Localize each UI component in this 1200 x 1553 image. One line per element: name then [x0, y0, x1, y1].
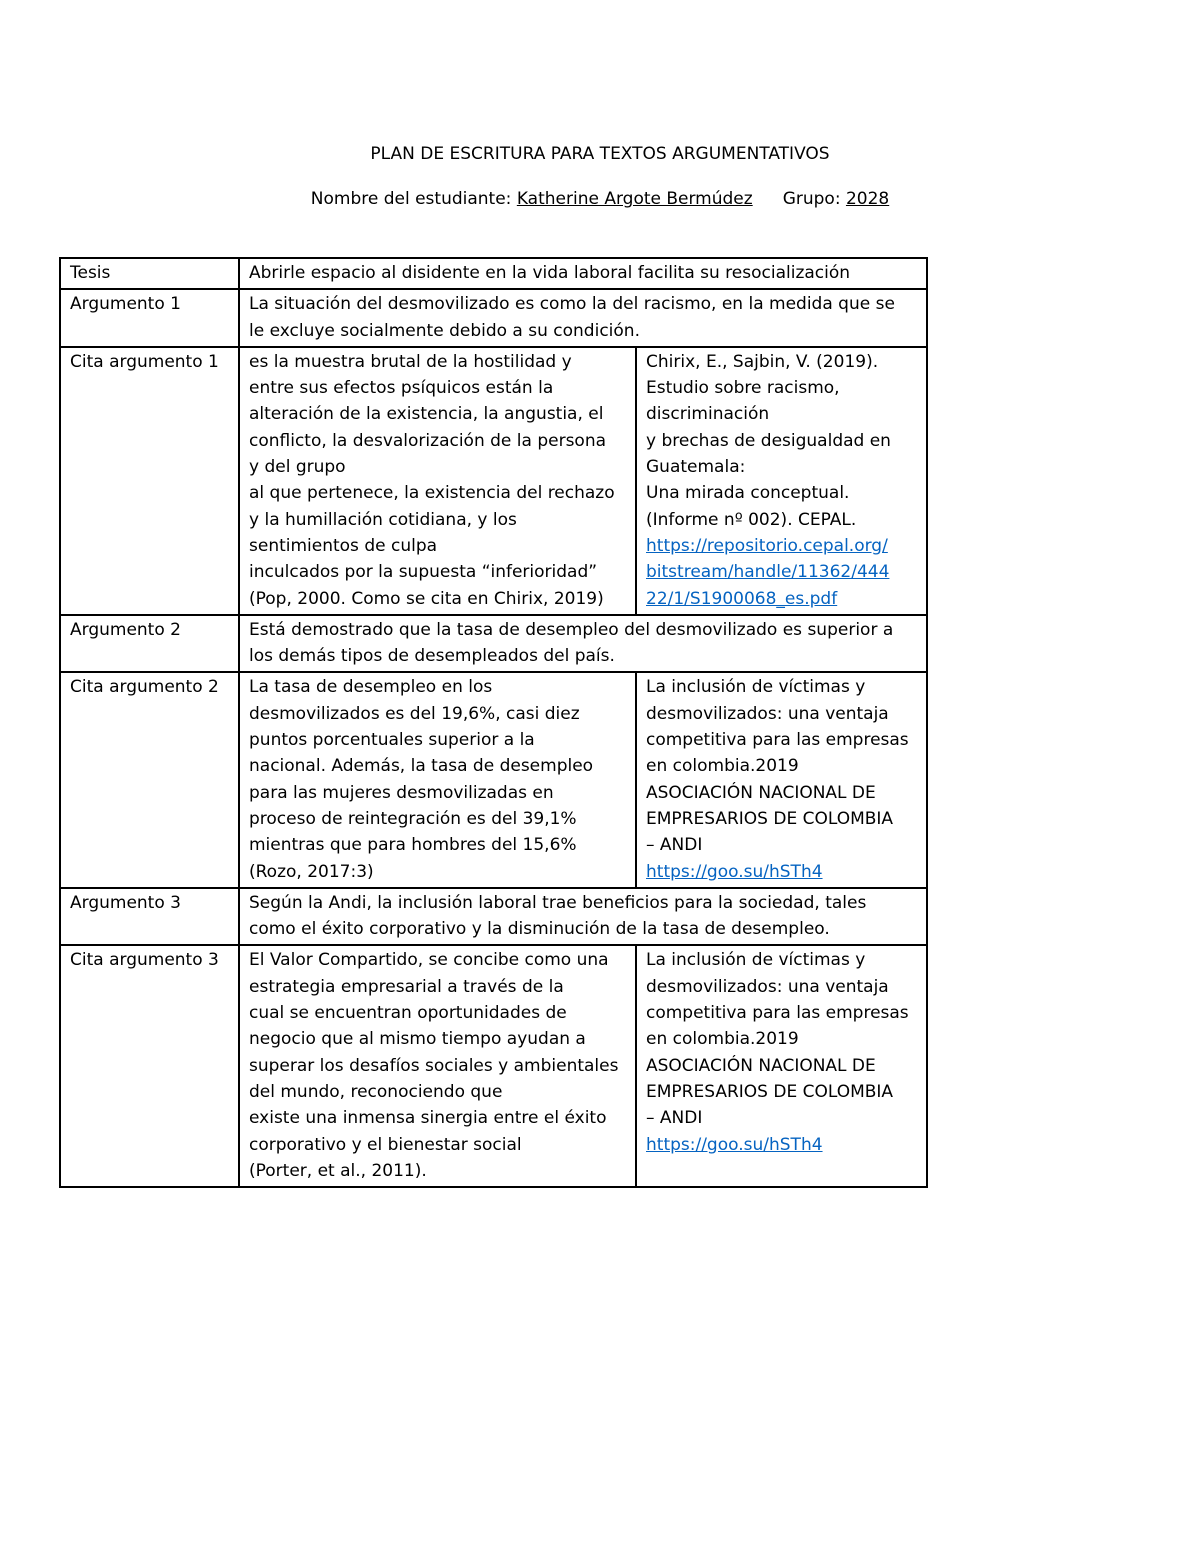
source-line: La inclusión de víctimas y — [646, 950, 866, 971]
quote-line: (Pop, 2000. Como se cita en Chirix, 2019) — [249, 588, 604, 609]
argumento-2-text — [239, 615, 927, 673]
group-value: 2028 — [845, 189, 890, 209]
quote-line: El Valor Compartido, se concibe como una — [249, 950, 609, 971]
source-line: Estudio sobre racismo, — [646, 378, 840, 399]
link-line[interactable]: bitstream/handle/11362/444 — [646, 562, 890, 583]
cita-1-source — [636, 347, 927, 615]
quote-line: alteración de la existencia, la angustia, el — [249, 404, 604, 425]
argumento-1-text — [239, 289, 927, 347]
document-title: PLAN DE ESCRITURA PARA TEXTOS ARGUMENTATIVOS — [370, 144, 830, 164]
source-line: – ANDI — [646, 1108, 703, 1129]
source-line: ASOCIACIÓN NACIONAL DE — [646, 782, 876, 803]
cepal-link[interactable] — [646, 533, 920, 612]
source-line: La inclusión de víctimas y — [646, 677, 866, 698]
row-label-cita-2: Cita argumento 2 — [60, 672, 239, 887]
table-row-tesis — [60, 258, 927, 289]
source-line: ASOCIACIÓN NACIONAL DE — [646, 1055, 876, 1076]
student-label: Nombre del estudiante: — [310, 189, 512, 209]
quote-line: corporativo y el bienestar social — [249, 1134, 522, 1155]
table-row-cita-3 — [60, 945, 927, 1187]
row-label-argumento-2: Argumento 2 — [60, 615, 239, 673]
cita-3-quote — [239, 945, 636, 1187]
table-row-cita-2 — [60, 672, 927, 887]
andi-link[interactable]: https://goo.su/hSTh4 — [646, 861, 823, 882]
source-line: desmovilizados: una ventaja — [646, 703, 889, 724]
link-line[interactable]: https://repositorio.cepal.org/ — [646, 535, 888, 556]
quote-line: mientras que para hombres del 15,6% — [249, 835, 577, 856]
quote-line: estrategia empresarial a través de la — [249, 976, 564, 997]
quote-line: (Porter, et al., 2011). — [249, 1160, 427, 1181]
argumento-2-line: Está demostrado que la tasa de desempleo del desmovilizado es superior a — [249, 619, 894, 640]
source-line: Guatemala: — [646, 457, 746, 478]
row-label-cita-1: Cita argumento 1 — [60, 347, 239, 615]
quote-line: y la humillación cotidiana, y los — [249, 509, 517, 530]
row-label-argumento-1: Argumento 1 — [60, 289, 239, 347]
quote-line: La tasa de desempleo en los — [249, 677, 493, 698]
source-line: Chirix, E., Sajbin, V. (2019). — [646, 351, 879, 372]
quote-line: del mundo, reconociendo que — [249, 1081, 503, 1102]
argumento-3-line: Según la Andi, la inclusión laboral trae beneficios para la sociedad, tales — [249, 892, 867, 913]
quote-line: es la muestra brutal de la hostilidad y — [249, 351, 572, 372]
quote-line: conflicto, la desvalorización de la persona — [249, 430, 607, 451]
row-label-tesis: Tesis — [60, 258, 239, 289]
source-line: y brechas de desigualdad en — [646, 430, 891, 451]
argumento-1-line: le excluye socialmente debido a su condición. — [249, 320, 640, 341]
tesis-line: Abrirle espacio al disidente en la vida laboral facilita su resocialización — [249, 263, 851, 283]
cita-1-quote — [239, 347, 636, 615]
link-line[interactable]: 22/1/S1900068_es.pdf — [646, 588, 838, 609]
quote-line: superar los desafíos sociales y ambientales — [249, 1055, 619, 1076]
source-line: – ANDI — [646, 835, 703, 856]
source-line: discriminación — [646, 404, 770, 425]
quote-line: al que pertenece, la existencia del rechazo — [249, 483, 615, 504]
row-label-argumento-3: Argumento 3 — [60, 888, 239, 946]
source-line: en colombia.2019 — [646, 756, 799, 777]
quote-line: entre sus efectos psíquicos están la — [249, 378, 554, 399]
source-line: competitiva para las empresas — [646, 1003, 909, 1024]
cita-3-source — [636, 945, 927, 1187]
quote-line: sentimientos de culpa — [249, 535, 438, 556]
plan-table — [59, 257, 928, 1188]
tesis-text — [239, 258, 927, 289]
source-line: competitiva para las empresas — [646, 730, 909, 751]
source-line: Una mirada conceptual. — [646, 483, 850, 504]
source-line: en colombia.2019 — [646, 1029, 799, 1050]
argumento-1-line: La situación del desmovilizado es como la del racismo, en la medida que se — [249, 294, 895, 315]
argumento-3-text — [239, 888, 927, 946]
quote-line: puntos porcentuales superior a la — [249, 730, 535, 751]
source-line: desmovilizados: una ventaja — [646, 976, 889, 997]
source-line: EMPRESARIOS DE COLOMBIA — [646, 808, 894, 829]
argumento-3-line: como el éxito corporativo y la disminución de la tasa de desempleo. — [249, 919, 830, 940]
quote-line: cual se encuentran oportunidades de — [249, 1003, 567, 1024]
cita-2-source — [636, 672, 927, 887]
group-label: Grupo: — [782, 189, 841, 209]
source-line: (Informe nº 002). CEPAL. — [646, 509, 857, 530]
quote-line: inculcados por la supuesta “inferioridad” — [249, 562, 598, 583]
andi-link[interactable]: https://goo.su/hSTh4 — [646, 1134, 823, 1155]
row-label-cita-3: Cita argumento 3 — [60, 945, 239, 1187]
quote-line: existe una inmensa sinergia entre el éxito — [249, 1108, 607, 1129]
source-line: EMPRESARIOS DE COLOMBIA — [646, 1081, 894, 1102]
quote-line: desmovilizados es del 19,6%, casi diez — [249, 703, 580, 724]
quote-line: (Rozo, 2017:3) — [249, 861, 374, 882]
table-row-argumento-1 — [60, 289, 927, 347]
quote-line: negocio que al mismo tiempo ayudan a — [249, 1029, 586, 1050]
table-row-argumento-3 — [60, 888, 927, 946]
table-row-cita-1 — [60, 347, 927, 615]
quote-line: para las mujeres desmovilizadas en — [249, 782, 554, 803]
quote-line: y del grupo — [249, 457, 346, 478]
student-name: Katherine Argote Bermúdez — [516, 189, 753, 209]
student-line — [0, 186, 1200, 212]
quote-line: proceso de reintegración es del 39,1% — [249, 808, 577, 829]
table-row-argumento-2 — [60, 615, 927, 673]
cita-2-quote — [239, 672, 636, 887]
argumento-2-line: los demás tipos de desempleados del país. — [249, 646, 615, 667]
quote-line: nacional. Además, la tasa de desempleo — [249, 756, 594, 777]
